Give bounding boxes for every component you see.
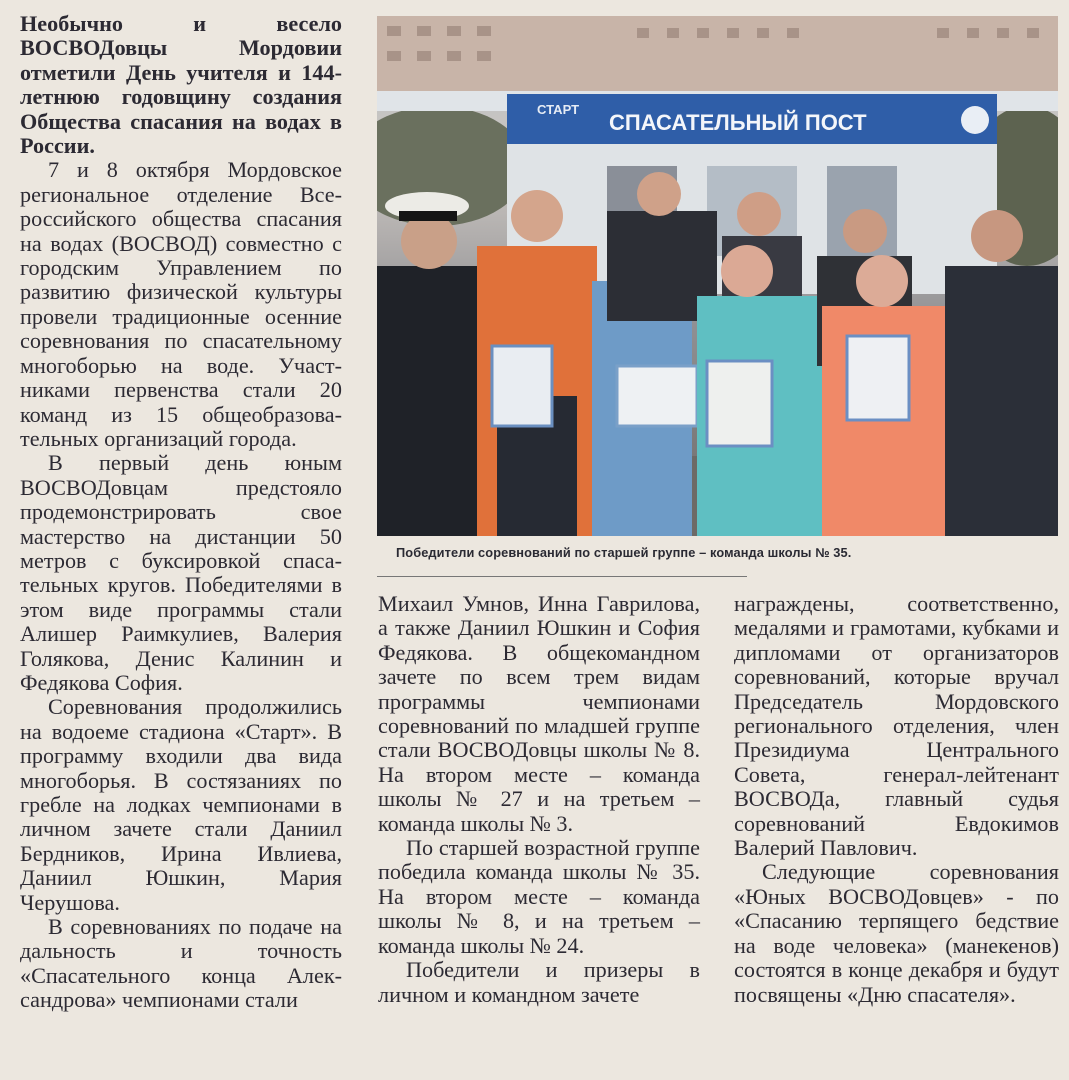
paragraph: В первый день юным ВОСВОДовцам предстояло продемонстрировать свое мастерство на дистанции 50 метров с буксировкой спасательных кругов. Победителями в этом виде программы стали Алишер Раимкулиев, Валерия Голякова, Денис Калинин и Федякова София. (20, 450, 342, 695)
article-lead: Необычно и весело ВОСВОДовцы Мордовии отметили День учителя и 144-летнюю годовщину создания Общества спасания на водах в России. (20, 11, 342, 159)
article-column-2 (378, 592, 700, 1007)
paragraph: По старшей возрастной группе победила команда школы № 35. На втором месте – команда школы № 8, и на третьем – команда школы № 24. (378, 835, 700, 958)
photo-illustration (377, 16, 1058, 536)
paragraph: 7 и 8 октября Мордовское региональное отделение Всероссийского общества спасания на водах (ВОСВОД) совместно с городским Управлением по развитию физической культуры провели традиционные осенние соревнования по спасательному многоборью на воде. Участниками первенства стали 20 команд из 15 общеобразовательных организаций города. (20, 157, 342, 451)
paragraph: Следующие соревнования «Юных ВОСВОДовцев» - по «Спасанию терпящего бедствие на воде человека» (манекенов) состоятся в конце декабря и будут посвящены «Дню спасателя». (734, 859, 1059, 1007)
paragraph: награждены, соответственно, медалями и грамотами, кубками и дипломами от организаторов соревнований, которые вручал Председатель Мордовского регионального отделения, член Президиума Центрального Совета, генерал-лейтенант ВОСВОДа, главный судья соревнований Евдокимов Валерий Павлович. (734, 591, 1059, 861)
sign-text: СПАСАТЕЛЬНЫЙ ПОСТ (609, 110, 867, 135)
team-photo (377, 16, 1058, 536)
sign-brand: СТАРТ (537, 102, 580, 117)
paragraph: В соревнованиях по подаче на дальность и точность «Спасательного конца Александрова» чемпионами стали (20, 914, 342, 1013)
paragraph: Победители и призеры в личном и командном зачете (378, 957, 700, 1007)
paragraph: Соревнования продолжились на водоеме стадиона «Старт». В программу входили два вида многоборья. В состязаниях по гребле на лодках чемпионами в личном зачете стали Даниил Бердников, Ирина Ивлиева, Даниил Юшкин, Мария Черушова. (20, 694, 342, 915)
article-column-1 (20, 12, 342, 1013)
divider-line (377, 576, 747, 577)
article-column-3 (734, 592, 1059, 1007)
photo-caption: Победители соревнований по старшей группе – команда школы № 35. (396, 545, 852, 560)
paragraph: Михаил Умнов, Инна Гаврилова, а также Даниил Юшкин и София Федякова. В общекомандном зачете по всем трем видам программы чемпионами соревнований по младшей группе стали ВОСВОДовцы школы № 8. На втором месте – команда школы № 27 и на третьем – команда школы № 3. (378, 591, 700, 836)
